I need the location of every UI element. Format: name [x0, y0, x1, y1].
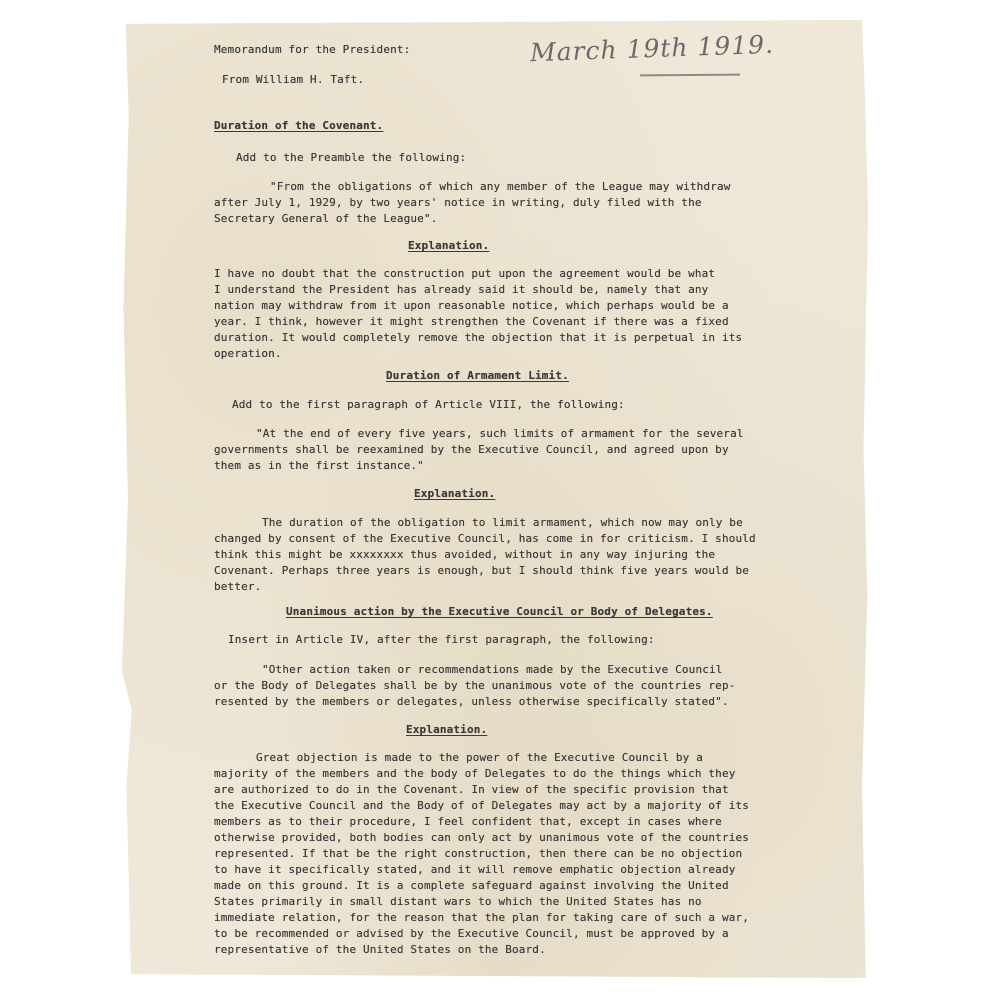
section3-explanation-line: majority of the members and the body of Delegates to do the things which they — [214, 767, 736, 780]
section3-explanation-line: represented. If that be the right construction, then there can be no objection — [214, 847, 743, 860]
section1-instruction: Add to the Preamble the following: — [236, 151, 467, 164]
section3-quote-line: resented by the members or delegates, unless otherwise specifically stated". — [214, 695, 729, 708]
section1-explanation-heading: Explanation. — [408, 239, 490, 252]
section3-quote-line: "Other action taken or recommendations made by the Executive Council — [262, 663, 723, 676]
section2-quote-line: them as in the first instance." — [214, 459, 424, 472]
section3-explanation-heading: Explanation. — [406, 723, 488, 736]
section3-explanation-line: otherwise provided, both bodies can only act by unanimous vote of the countries — [214, 831, 750, 844]
section3-explanation-line: members as to their procedure, I feel confident that, except in cases where — [214, 815, 722, 828]
section2-explanation-line: better. — [214, 580, 262, 593]
section3-quote-line: or the Body of Delegates shall be by the unanimous vote of the countries rep- — [214, 679, 736, 692]
memo-line: Memorandum for the President: — [214, 43, 411, 56]
section2-explanation-heading: Explanation. — [414, 487, 496, 500]
section3-explanation-line: are authorized to do in the Covenant. In view of the specific provision that — [214, 783, 729, 796]
section3-instruction: Insert in Article IV, after the first paragraph, the following: — [228, 633, 655, 646]
section3-explanation-line: States primarily in small distant wars to which the United States has no — [214, 895, 702, 908]
section3-explanation-line: to have it specifically stated, and it will remove emphatic objection already — [214, 863, 736, 876]
section1-explanation-line: I have no doubt that the construction put upon the agreement would be what — [214, 267, 716, 280]
handwritten-date: March 19th 1919. — [529, 29, 775, 68]
section2-explanation-line: The duration of the obligation to limit armament, which now may only be — [262, 516, 743, 529]
section1-quote-line: "From the obligations of which any member of the League may withdraw — [270, 180, 731, 193]
section1-explanation-line: duration. It would completely remove the objection that it is perpetual in its — [214, 331, 743, 344]
section3-explanation-line: the Executive Council and the Body of of Delegates may act by a majority of its — [214, 799, 750, 812]
section1-explanation-line: operation. — [214, 347, 282, 360]
section3-heading: Unanimous action by the Executive Council or Body of Delegates. — [286, 605, 713, 618]
section1-explanation-line: year. I think, however it might strengthen the Covenant if there was a fixed — [214, 315, 729, 328]
section2-heading: Duration of Armament Limit. — [386, 369, 569, 382]
section3-explanation-line: immediate relation, for the reason that the plan for taking care of such a war, — [214, 911, 750, 924]
section1-explanation-line: nation may withdraw from it upon reasonable notice, which perhaps would be a — [214, 299, 729, 312]
section1-quote-line: Secretary General of the League". — [214, 212, 438, 225]
section1-heading: Duration of the Covenant. — [214, 119, 384, 132]
section1-explanation-line: I understand the President has already said it should be, namely that any — [214, 283, 709, 296]
section3-explanation-line: made on this ground. It is a complete safeguard against involving the United — [214, 879, 729, 892]
section1-quote-line: after July 1, 1929, by two years' notice in writing, duly filed with the — [214, 196, 702, 209]
section2-explanation-line: Covenant. Perhaps three years is enough, but I should think five years would be — [214, 564, 750, 577]
from-line: From William H. Taft. — [222, 73, 365, 86]
section2-quote-line: governments shall be reexamined by the Executive Council, and agreed upon by — [214, 443, 729, 456]
section2-instruction: Add to the first paragraph of Article VIII, the following: — [232, 398, 625, 411]
section3-explanation-line: representative of the United States on the Board. — [214, 943, 546, 956]
section3-explanation-line: Great objection is made to the power of the Executive Council by a — [256, 751, 703, 764]
section2-explanation-line: think this might be xxxxxxxx thus avoided, without in any way injuring the — [214, 548, 716, 561]
section2-quote-line: "At the end of every five years, such limits of armament for the several — [256, 427, 744, 440]
section3-explanation-line: to be recommended or advised by the Executive Council, must be approved by a — [214, 927, 729, 940]
section2-explanation-line: changed by consent of the Executive Council, has come in for criticism. I should — [214, 532, 756, 545]
